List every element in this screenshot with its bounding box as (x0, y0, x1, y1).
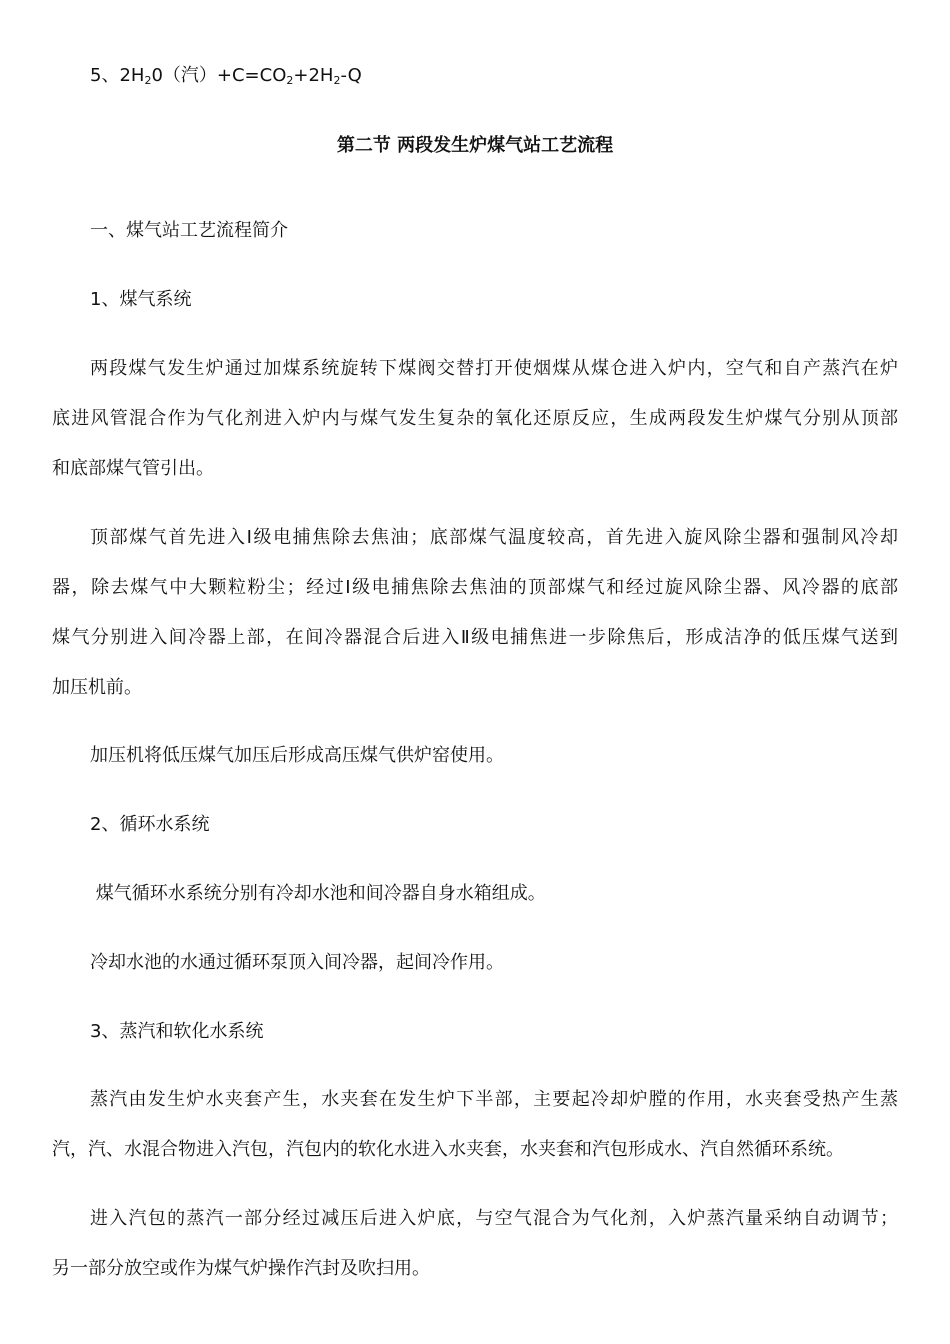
formula-sub-3: 2 (333, 74, 341, 87)
reaction-formula (90, 63, 362, 89)
paragraph-3: 加压机将低压煤气加压后形成高压煤气供炉窑使用。 (90, 745, 504, 766)
formula-sub-1: 2 (144, 74, 152, 87)
paragraph-2-line-1: 顶部煤气首先进入Ⅰ级电捕焦除去焦油；底部煤气温度较高，首先进入旋风除尘器和强制风冷却 (90, 527, 898, 548)
paragraph-1-line-1: 两段煤气发生炉通过加煤系统旋转下煤阀交替打开使烟煤从煤仓进入炉内，空气和自产蒸汽在炉 (90, 358, 898, 379)
paragraph-7-line-1: 进入汽包的蒸汽一部分经过减压后进入炉底，与空气混合为气化剂，入炉蒸汽量采纳自动调节； (90, 1208, 898, 1229)
section-title: 第二节 两段发生炉煤气站工艺流程 (336, 135, 614, 156)
formula-mid-2: +2H (293, 65, 334, 86)
formula-prefix: 5、2H (90, 65, 145, 86)
paragraph-5: 冷却水池的水通过循环泵顶入间冷器，起间冷作用。 (90, 952, 504, 973)
formula-mid-1: 0（汽）+C=CO (151, 65, 287, 86)
paragraph-2-line-3: 煤气分别进入间冷器上部，在间冷器混合后进入Ⅱ级电捕焦进一步除焦后，形成洁净的低压煤气送到 (52, 627, 898, 648)
paragraph-6-line-1: 蒸汽由发生炉水夹套产生，水夹套在发生炉下半部，主要起冷却炉膛的作用，水夹套受热产生蒸 (90, 1089, 898, 1110)
subheading-steam-softened-water: 3、蒸汽和软化水系统 (90, 1021, 264, 1042)
paragraph-7-line-2: 另一部分放空或作为煤气炉操作汽封及吹扫用。 (52, 1258, 430, 1279)
paragraph-2-line-4: 加压机前。 (52, 677, 142, 698)
formula-sub-2: 2 (286, 74, 294, 87)
paragraph-1-line-3: 和底部煤气管引出。 (52, 458, 214, 479)
paragraph-2-line-2: 器，除去煤气中大颗粒粉尘；经过Ⅰ级电捕焦除去焦油的顶部煤气和经过旋风除尘器、风冷器的底部 (52, 577, 898, 598)
paragraph-4: 煤气循环水系统分别有冷却水池和间冷器自身水箱组成。 (90, 883, 546, 904)
subheading-gas-system: 1、煤气系统 (90, 289, 192, 310)
subheading-circulating-water: 2、循环水系统 (90, 814, 210, 835)
formula-suffix: -Q (340, 65, 362, 86)
heading-process-overview: 一、煤气站工艺流程简介 (90, 220, 288, 241)
paragraph-6-line-2: 汽，汽、水混合物进入汽包，汽包内的软化水进入水夹套，水夹套和汽包形成水、汽自然循环系统。 (52, 1139, 844, 1160)
paragraph-1-line-2: 底进风管混合作为气化剂进入炉内与煤气发生复杂的氧化还原反应，生成两段发生炉煤气分别从顶部 (52, 408, 898, 429)
